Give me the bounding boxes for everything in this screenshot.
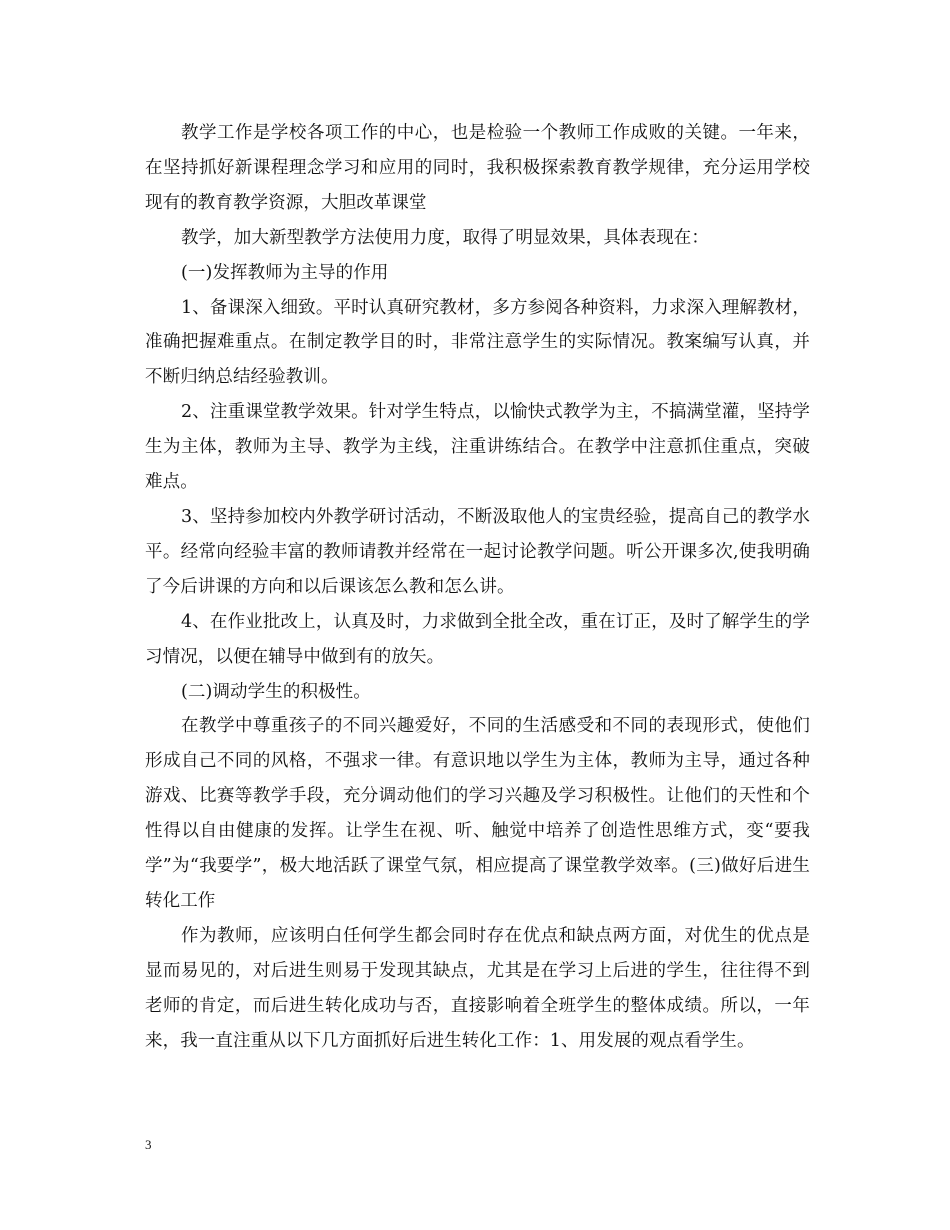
paragraph-item-4: 4、在作业批改上，认真及时，力求做到全批全改，重在订正，及时了解学生的学习情况，以便在辅导中做到有的放矢。 [145,611,810,667]
paragraph-intro-continued: 教学，加大新型教学方法使用力度，取得了明显效果，具体表现在： [181,227,709,248]
page-number: 3 [145,1137,152,1152]
document-body [145,116,810,1058]
paragraph-section-3: 作为教师，应该明白任何学生都会同时存在优点和缺点两方面，对优生的优点是显而易见的，对后进生则易于发现其缺点，尤其是在学习上后进的学生，往往得不到老师的肯定，而后进生转化成功与否，直接影响着全班学生的整体成绩。所以，一年来，我一直注重从以下几方面抓好后进生转化工作：1、用发展的观点看学生。 [145,925,810,1051]
section-heading-2: (二)调动学生的积极性。 [181,681,371,702]
paragraph-item-1: 1、备课深入细致。平时认真研究教材，多方参阅各种资料，力求深入理解教材，准确把握难重点。在制定教学目的时，非常注意学生的实际情况。教案编写认真，并不断归纳总结经验教训。 [145,297,810,388]
paragraph-section-2: 在教学中尊重孩子的不同兴趣爱好，不同的生活感受和不同的表现形式，使他们形成自己不同的风格，不强求一律。有意识地以学生为主体，教师为主导，通过各种游戏、比赛等教学手段，充分调动他们的学习兴趣及学习积极性。让他们的天性和个性得以自由健康的发挥。让学生在视、听、触觉中培养了创造性思维方式，变“要我学”为“我要学”，极大地活跃了课堂气氛，相应提高了课堂教学效率。(三)做好后进生转化工作 [145,716,810,911]
paragraph-item-2: 2、注重课堂教学效果。针对学生特点，以愉快式教学为主，不搞满堂灌，坚持学生为主体，教师为主导、教学为主线，注重讲练结合。在教学中注意抓住重点，突破难点。 [145,402,810,493]
paragraph-item-3: 3、坚持参加校内外教学研讨活动，不断汲取他人的宝贵经验，提高自己的教学水平。经常向经验丰富的教师请教并经常在一起讨论教学问题。听公开课多次,使我明确了今后讲课的方向和以后课该怎么教和怎么讲。 [145,506,810,597]
section-heading-1: (一)发挥教师为主导的作用 [181,262,389,283]
paragraph-intro: 教学工作是学校各项工作的中心，也是检验一个教师工作成败的关键。一年来，在坚持抓好新课程理念学习和应用的同时，我积极探索教育教学规律，充分运用学校现有的教育教学资源，大胆改革课堂 [145,123,810,213]
